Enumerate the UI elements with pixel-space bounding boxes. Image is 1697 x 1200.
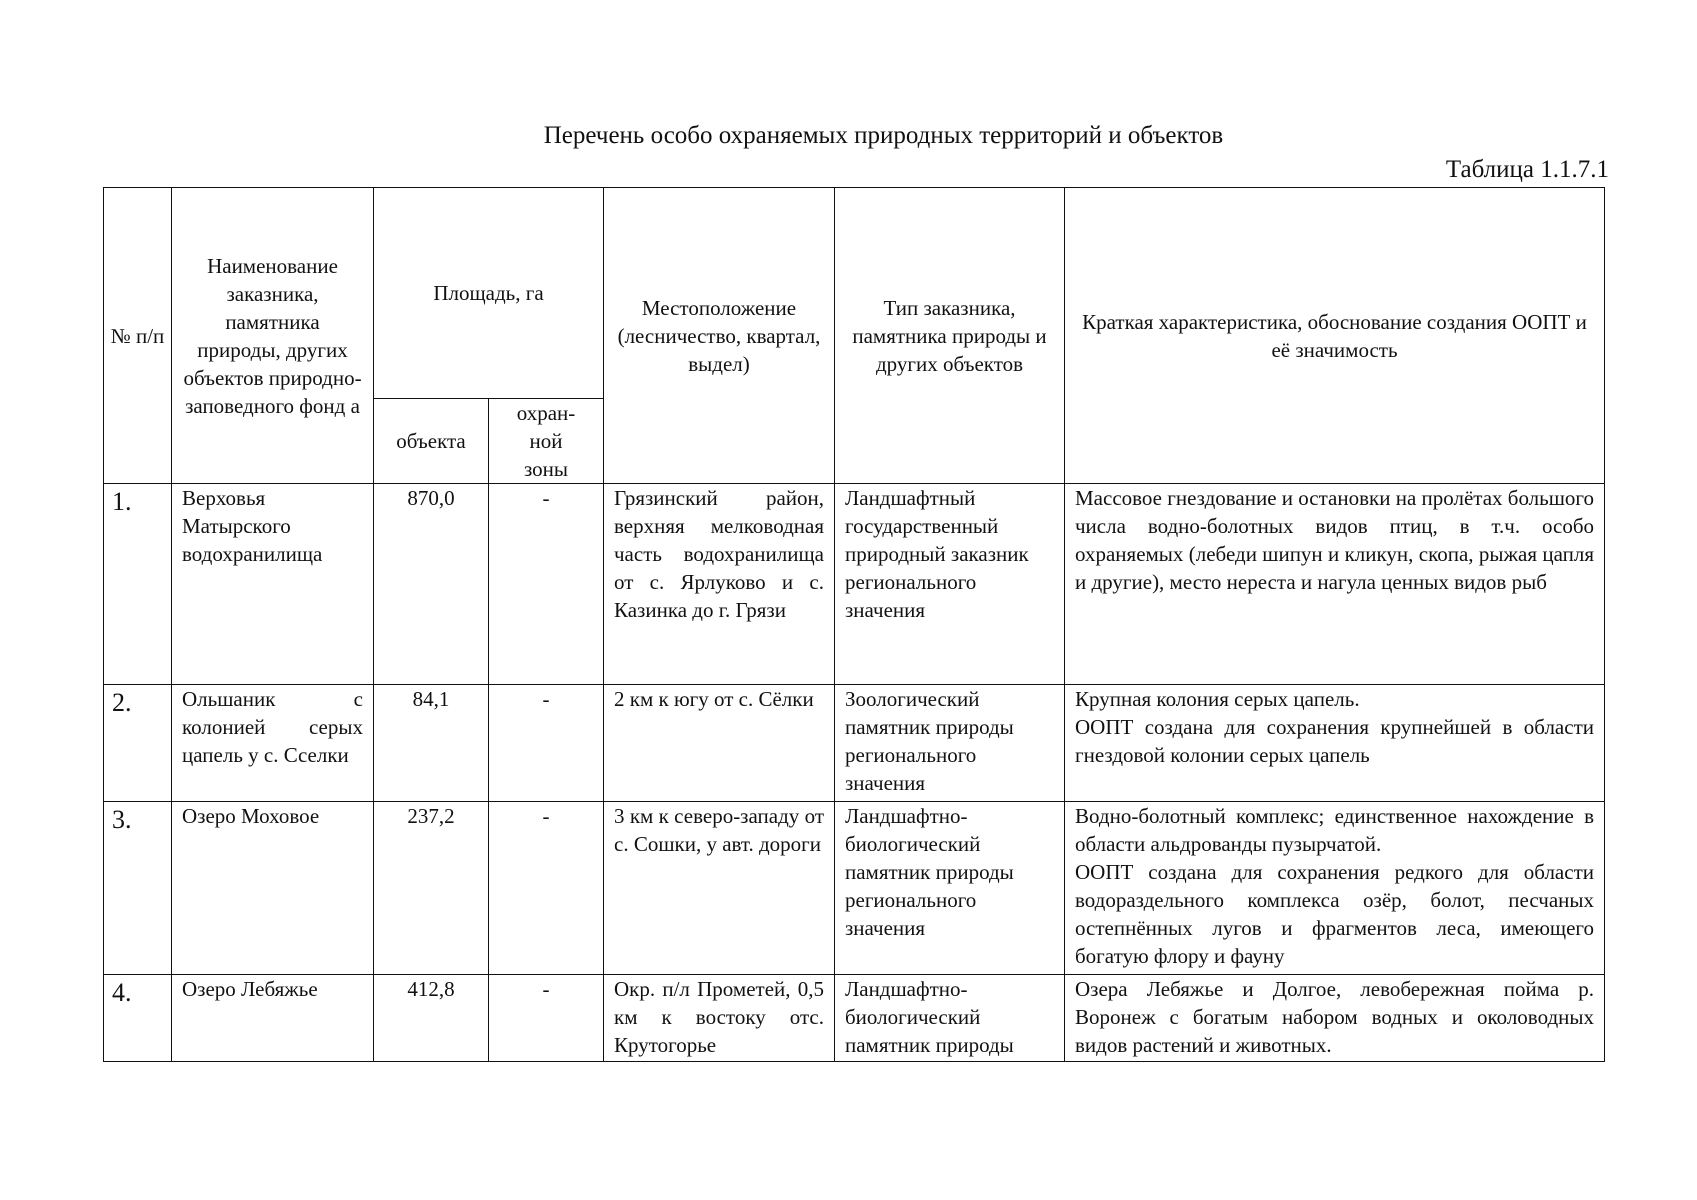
header-area-zone: охран-ной зоны <box>489 399 604 484</box>
row-description <box>1065 802 1605 975</box>
row-description-line: Водно-болотный комплекс; единственное нахождение в области альдрованды пузырчатой. <box>1075 804 1594 856</box>
header-num: № п/п <box>104 188 172 484</box>
row-area-object: 84,1 <box>374 685 489 802</box>
row-name: Озеро Лебяжье <box>172 975 374 1062</box>
row-area-zone: - <box>489 685 604 802</box>
table-row <box>104 975 1605 1062</box>
row-area-zone: - <box>489 975 604 1062</box>
header-area-object: объекта <box>374 399 489 484</box>
row-location: 3 км к северо-западу от с. Сошки, у авт. дороги <box>604 802 835 975</box>
header-location: Местоположение (лесничество, квартал, выдел) <box>604 188 835 484</box>
row-type: Ландшафтно-биологический памятник природы регионального значения <box>835 802 1065 975</box>
row-location: Окр. п/л Прометей, 0,5 км к востоку отс. Крутогорье <box>604 975 835 1062</box>
header-type: Тип заказника, памятника природы и других объектов <box>835 188 1065 484</box>
row-area-zone: - <box>489 802 604 975</box>
row-type: Ландшафтный государственный природный заказник регионального значения <box>835 484 1065 685</box>
protected-areas-table <box>103 187 1605 1062</box>
row-area-zone: - <box>489 484 604 685</box>
row-description-line: Крупная колония серых цапель. <box>1075 687 1360 711</box>
row-area-object: 237,2 <box>374 802 489 975</box>
header-description: Краткая характеристика, обоснование создания ООПТ и её значимость <box>1065 188 1605 484</box>
row-num: 4. <box>104 975 172 1062</box>
row-num: 3. <box>104 802 172 975</box>
row-type: Зоологический памятник природы регионального значения <box>835 685 1065 802</box>
row-num: 2. <box>104 685 172 802</box>
table-row <box>104 685 1605 802</box>
row-location: 2 км к югу от с. Сёлки <box>604 685 835 802</box>
row-description <box>1065 685 1605 802</box>
row-description-line: ООПТ создана для сохранения редкого для области водораздельного комплекса озёр, болот, песчаных остепнённых лугов и фрагментов леса, имеющего богатую флору и фауну <box>1075 860 1594 968</box>
header-name: Наименование заказника, памятника природы, других объектов природно-заповедного фонд а <box>172 188 374 484</box>
row-area-object: 412,8 <box>374 975 489 1062</box>
table-row <box>104 802 1605 975</box>
page-title: Перечень особо охраняемых природных территорий и объектов <box>543 122 1224 149</box>
row-name: Верховья Матырского водохранилища <box>172 484 374 685</box>
table-number: Таблица 1.1.7.1 <box>1445 156 1609 183</box>
row-description-line: ООПТ создана для сохранения крупнейшей в области гнездовой колонии серых цапель <box>1075 715 1594 767</box>
row-location: Грязинский район, верхняя мелководная часть водохранилища от с. Ярлуково и с. Казинка до г. Грязи <box>604 484 835 685</box>
header-area: Площадь, га <box>374 188 604 399</box>
table-header-row <box>104 188 1605 399</box>
row-description: Массовое гнездование и остановки на пролётах большого числа водно-болотных видов птиц, в т.ч. особо охраняемых (лебеди шипун и кликун, скопа, рыжая цапля и другие), место нереста и нагула ценных видов рыб <box>1065 484 1605 685</box>
table-row <box>104 484 1605 685</box>
row-num: 1. <box>104 484 172 685</box>
row-area-object: 870,0 <box>374 484 489 685</box>
row-description: Озера Лебяжье и Долгое, левобережная пойма р. Воронеж с богатым набором водных и околоводных видов растений и животных. <box>1065 975 1605 1062</box>
row-name: Озеро Моховое <box>172 802 374 975</box>
row-name: Ольшаник с колонией серых цапель у с. Сселки <box>172 685 374 802</box>
row-type: Ландшафтно-биологический памятник природы <box>835 975 1065 1062</box>
